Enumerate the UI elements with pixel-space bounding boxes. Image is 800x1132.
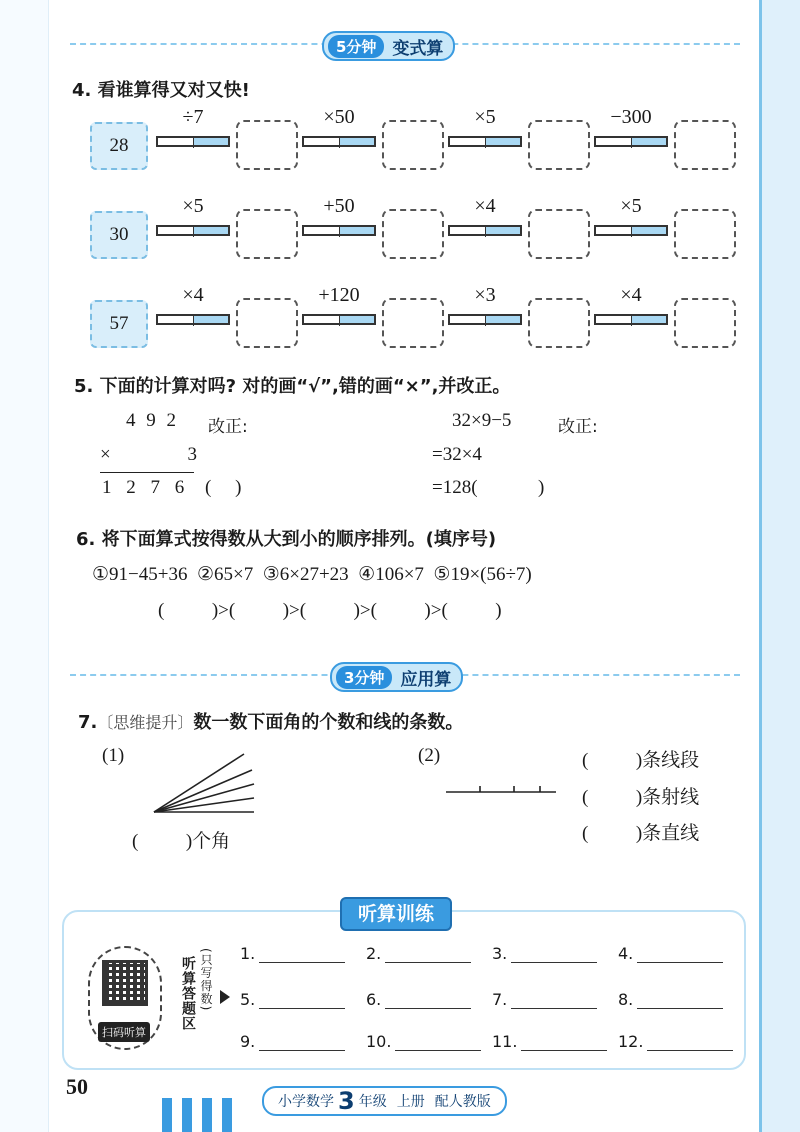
- answer-slot[interactable]: [618, 944, 723, 963]
- q7-part2-label: (2): [418, 745, 441, 766]
- q5-left-line3: 1 2 7 6: [102, 477, 190, 498]
- edge-stripe: [202, 1098, 212, 1132]
- answer-line[interactable]: [395, 1034, 481, 1051]
- operation-arrow: [156, 225, 230, 236]
- ray-count-answer[interactable]: ( )条射线: [582, 787, 700, 808]
- answer-box[interactable]: [674, 298, 736, 348]
- answer-slot-number: 8.: [618, 990, 634, 1009]
- q5-right-check-close[interactable]: ): [538, 477, 545, 498]
- answer-box[interactable]: [528, 298, 590, 348]
- listening-title: 听算训练: [340, 897, 452, 931]
- answer-slot-number: 9.: [240, 1032, 256, 1051]
- operation-arrow: [594, 136, 668, 147]
- grade-number: 3: [338, 1087, 355, 1115]
- section-banner-1: [0, 31, 800, 57]
- operation-label: ×4: [620, 284, 642, 306]
- answer-box[interactable]: [382, 120, 444, 170]
- answer-slot-number: 7.: [492, 990, 508, 1009]
- section-pill: [330, 662, 463, 692]
- q7-title: [78, 708, 463, 734]
- answer-box[interactable]: [674, 209, 736, 259]
- answer-area-note: (只写得数): [199, 948, 213, 1012]
- left-margin: [0, 0, 49, 1132]
- operation-label: +50: [323, 195, 355, 217]
- minutes-badge: 3分钟: [336, 666, 392, 689]
- play-arrow-icon: [220, 990, 230, 1004]
- subject: 小学数学: [278, 1094, 334, 1110]
- operation-label: ×50: [323, 106, 355, 128]
- operation-arrow: [594, 225, 668, 236]
- answer-slot[interactable]: [492, 990, 597, 1009]
- segment-count-answer[interactable]: ( )条线段: [582, 750, 700, 771]
- q5-left-line2: × 3: [100, 444, 233, 465]
- line-with-points-figure: [446, 784, 558, 798]
- edge-stripe: [182, 1098, 192, 1132]
- answer-box[interactable]: [382, 209, 444, 259]
- answer-slot-number: 2.: [366, 944, 382, 963]
- q5-left-line1: 4 9 2: [126, 410, 179, 431]
- q5-left-check[interactable]: ( ): [205, 477, 242, 498]
- answer-box[interactable]: [236, 298, 298, 348]
- operation-arrow: [302, 314, 376, 325]
- answer-slot[interactable]: [492, 944, 597, 963]
- start-number: 57: [90, 300, 148, 348]
- angle-count-answer[interactable]: ( )个角: [132, 831, 231, 852]
- qr-caption: 扫码听算: [98, 1022, 150, 1042]
- operation-arrow: [448, 225, 522, 236]
- answer-slot[interactable]: [366, 1032, 481, 1051]
- answer-slot-number: 5.: [240, 990, 256, 1009]
- q6-order-blanks[interactable]: ( )>( )>( )>( )>( ): [158, 600, 502, 621]
- operation-arrow: [302, 136, 376, 147]
- q5-title: 5. 下面的计算对吗? 对的画“√”,错的画“×”,并改正。: [74, 376, 511, 397]
- answer-slot-number: 3.: [492, 944, 508, 963]
- operation-arrow: [448, 314, 522, 325]
- answer-box[interactable]: [236, 209, 298, 259]
- operation-label: ×4: [182, 284, 204, 306]
- answer-slot-number: 4.: [618, 944, 634, 963]
- answer-slot[interactable]: [240, 990, 345, 1009]
- operation-arrow: [594, 314, 668, 325]
- answer-box[interactable]: [674, 120, 736, 170]
- answer-line[interactable]: [385, 946, 471, 963]
- term: 上册: [396, 1094, 425, 1110]
- line-count-answer[interactable]: ( )条直线: [582, 823, 700, 844]
- operation-label: ×3: [474, 284, 496, 306]
- answer-slot-number: 12.: [618, 1032, 644, 1051]
- section-pill: [322, 31, 455, 61]
- operation-label: ×5: [474, 106, 496, 128]
- operation-arrow: [156, 136, 230, 147]
- q5-right-line1: 32×9−5: [452, 410, 512, 431]
- minutes-badge: 5分钟: [328, 35, 384, 58]
- answer-line[interactable]: [259, 992, 345, 1009]
- answer-line[interactable]: [259, 1034, 345, 1051]
- answer-slot[interactable]: [366, 944, 471, 963]
- answer-line[interactable]: [511, 946, 597, 963]
- edge-stripe: [162, 1098, 172, 1132]
- answer-slot[interactable]: [240, 944, 345, 963]
- q7-number: 7.: [78, 712, 98, 733]
- answer-slot-number: 11.: [492, 1032, 518, 1051]
- q7-part1-label: (1): [102, 745, 125, 766]
- operation-arrow: [448, 136, 522, 147]
- answer-slot[interactable]: [618, 1032, 733, 1051]
- answer-slot-number: 1.: [240, 944, 256, 963]
- q5-left-fix-label: 改正:: [208, 417, 248, 437]
- book-footer: [262, 1086, 507, 1116]
- start-number: 28: [90, 122, 148, 170]
- operation-label: ×5: [620, 195, 642, 217]
- answer-box[interactable]: [382, 298, 444, 348]
- answer-box[interactable]: [236, 120, 298, 170]
- q7-tag: 〔思维提升〕: [97, 713, 194, 732]
- start-number: 30: [90, 211, 148, 259]
- answer-slot[interactable]: [492, 1032, 607, 1051]
- answer-box[interactable]: [528, 209, 590, 259]
- operation-label: ÷7: [182, 106, 204, 128]
- answer-slot[interactable]: [618, 990, 723, 1009]
- operation-label: ×4: [474, 195, 496, 217]
- edition: 配人教版: [434, 1094, 491, 1110]
- section-banner-2: [0, 662, 800, 688]
- section-title: 变式算: [392, 38, 444, 59]
- q6-title: 6. 将下面算式按得数从大到小的顺序排列。(填序号): [76, 529, 497, 550]
- answer-line[interactable]: [637, 946, 723, 963]
- answer-line[interactable]: [637, 992, 723, 1009]
- q5-right-fix-label: 改正:: [558, 417, 598, 437]
- right-edge-band: [759, 0, 800, 1132]
- answer-line[interactable]: [511, 992, 597, 1009]
- answer-slot[interactable]: [240, 1032, 345, 1051]
- ray-3: [154, 784, 254, 812]
- answer-slot[interactable]: [366, 990, 471, 1009]
- operation-label: +120: [318, 284, 360, 306]
- operation-arrow: [156, 314, 230, 325]
- operation-arrow: [302, 225, 376, 236]
- answer-box[interactable]: [528, 120, 590, 170]
- q7-text: 数一数下面角的个数和线的条数。: [193, 712, 464, 733]
- q4-title: 4. 看谁算得又对又快!: [72, 80, 250, 101]
- q5-right-line2: =32×4: [432, 444, 482, 465]
- answer-line[interactable]: [385, 992, 471, 1009]
- edge-stripe: [222, 1098, 232, 1132]
- answer-line[interactable]: [647, 1034, 733, 1051]
- answer-slot-number: 10.: [366, 1032, 392, 1051]
- operation-label: ×5: [182, 195, 204, 217]
- answer-line[interactable]: [521, 1034, 607, 1051]
- answer-slot-number: 6.: [366, 990, 382, 1009]
- answer-line[interactable]: [259, 946, 345, 963]
- answer-area-label: 听算答题区: [180, 956, 196, 1031]
- q5-right-line3: =128(: [432, 477, 478, 498]
- grade-unit: 年级: [358, 1094, 387, 1110]
- ray-1: [154, 754, 244, 812]
- angle-rays-figure: [148, 750, 258, 820]
- section-title: 应用算: [400, 669, 452, 690]
- operation-label: −300: [610, 106, 652, 128]
- q6-expressions: ①91−45+36 ②65×7 ③6×27+23 ④106×7 ⑤19×(56÷7): [92, 564, 532, 585]
- qr-code-icon[interactable]: [102, 960, 148, 1006]
- q5-left-rule: [100, 472, 194, 473]
- page-number: 50: [66, 1074, 88, 1099]
